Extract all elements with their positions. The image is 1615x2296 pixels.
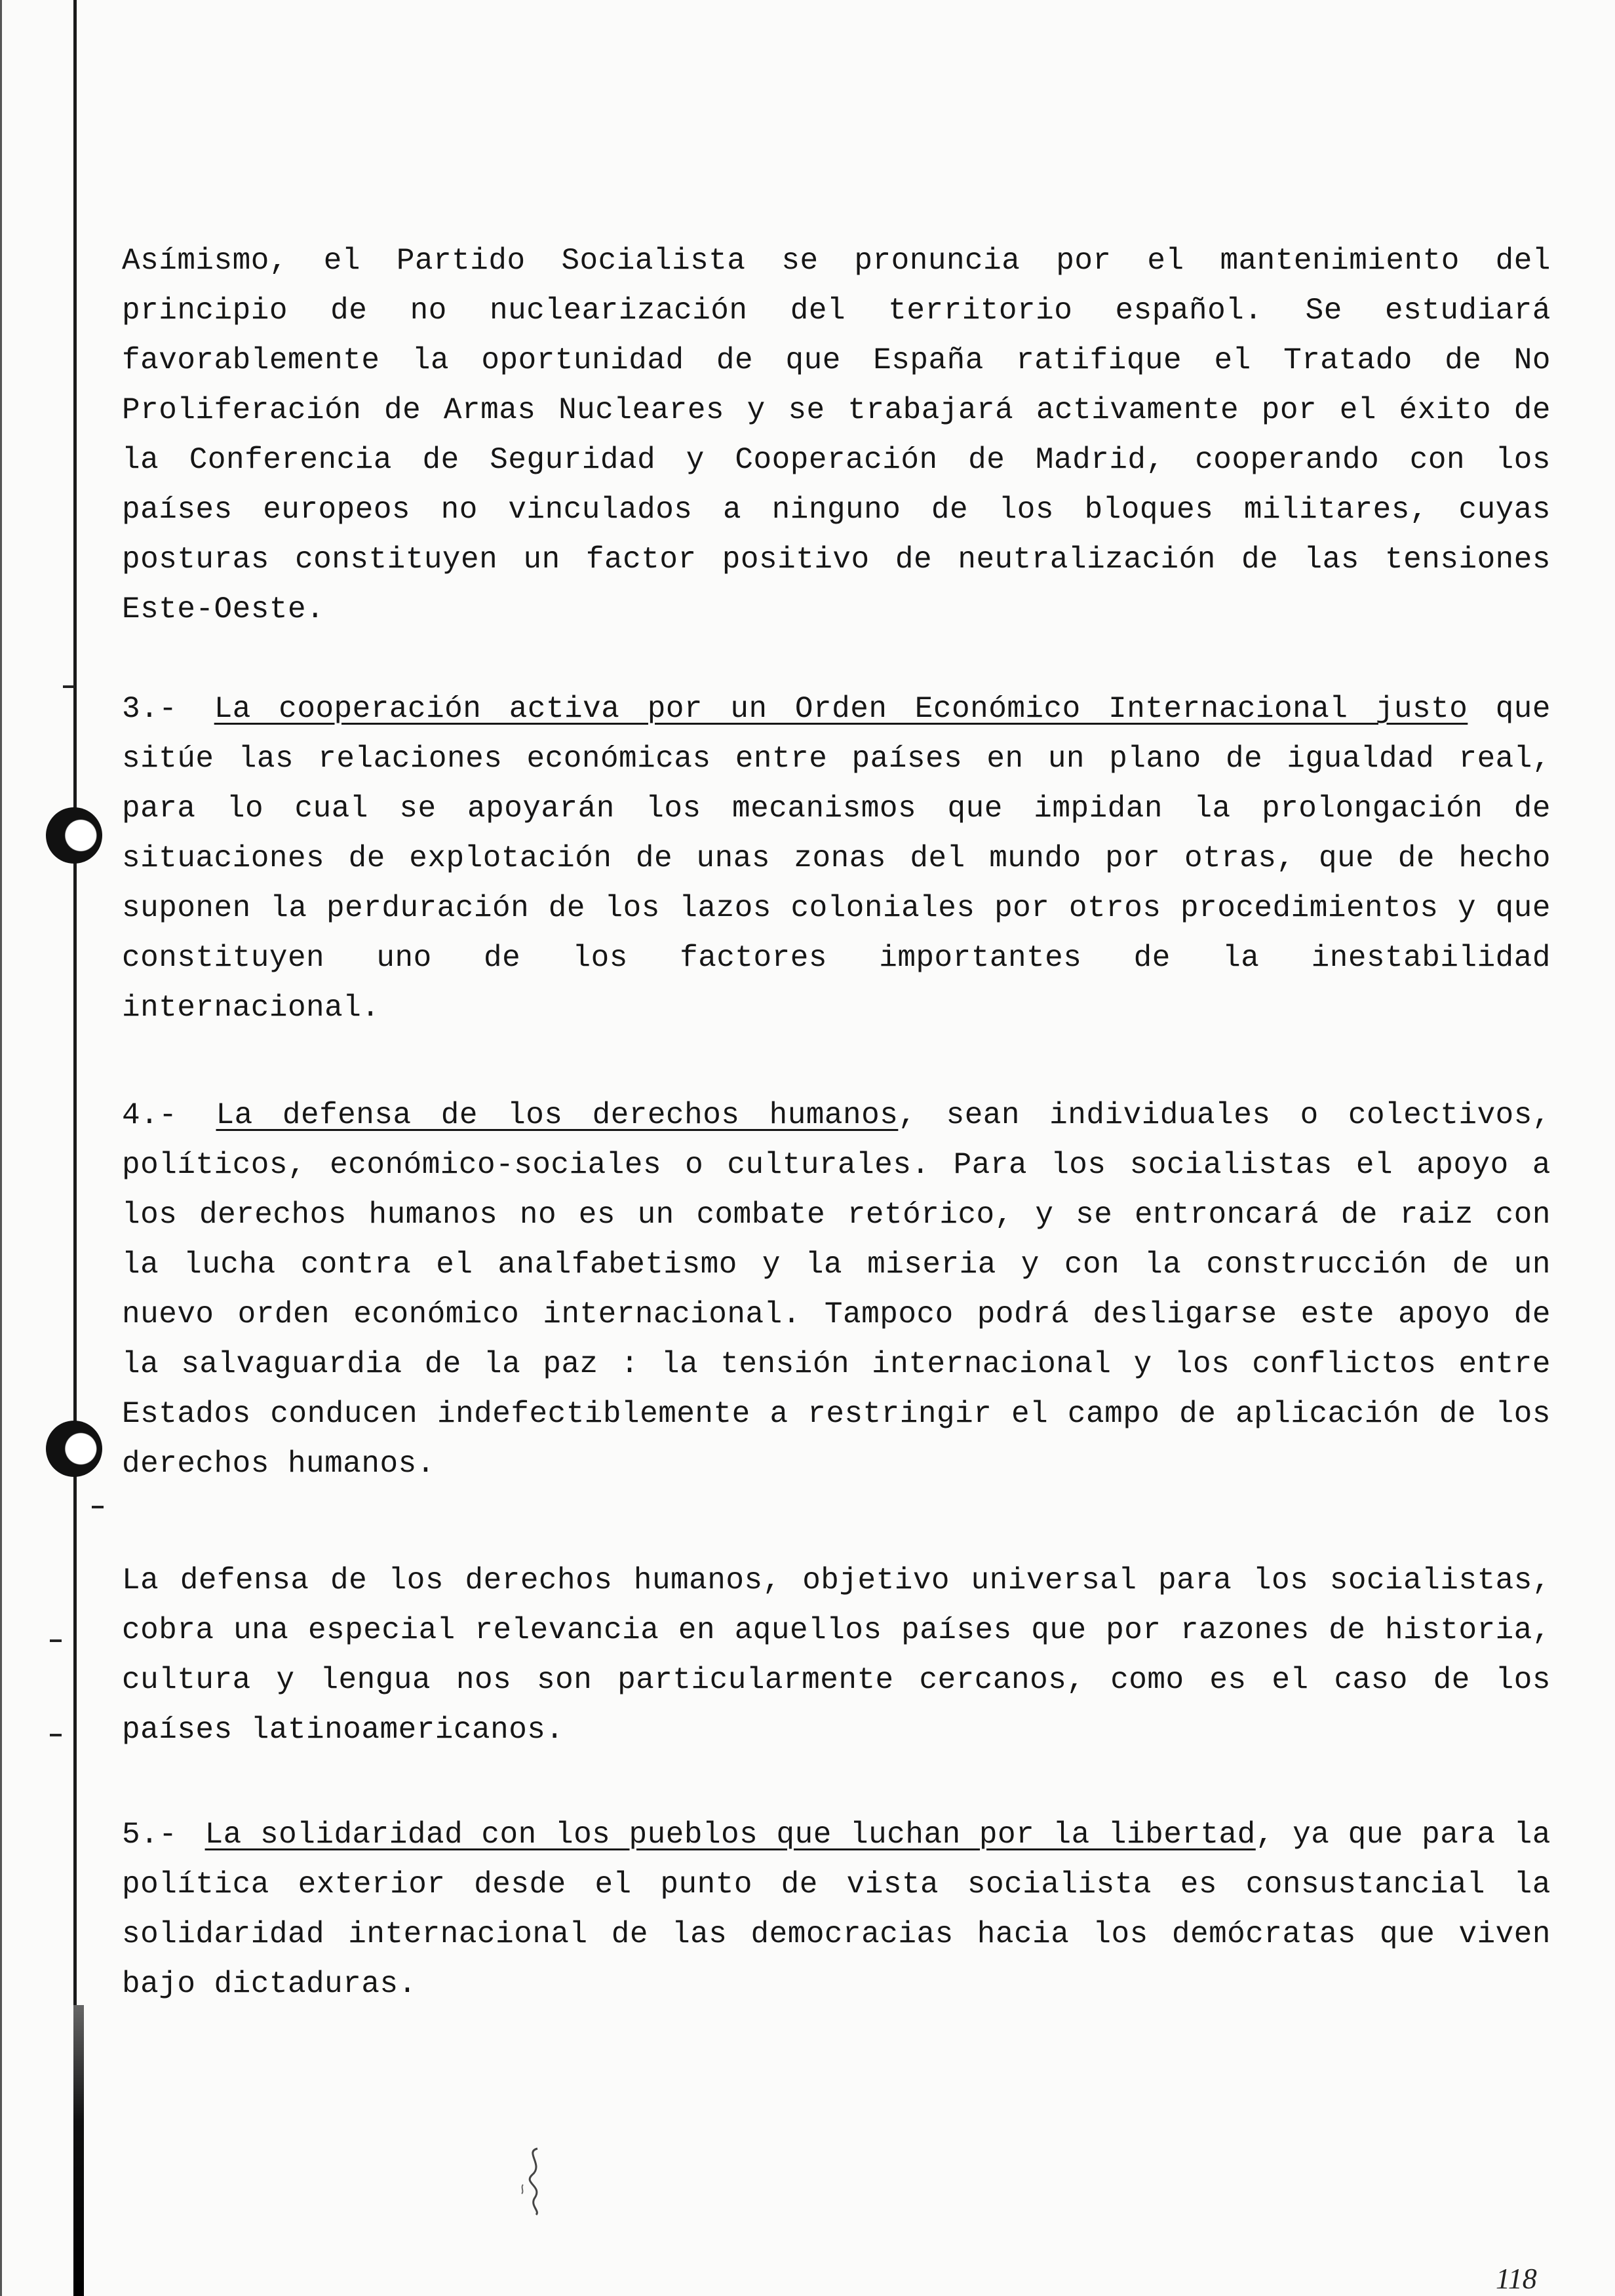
scan-edge-line <box>0 0 2 2296</box>
point-number: 5.- <box>122 1818 178 1852</box>
binder-edge-line <box>73 0 77 2296</box>
paragraph-point-5 <box>122 1810 1551 2009</box>
paragraph-text: Asímismo, el Partido Socialista se pronuncia por el mantenimiento del principio de no nuclearización del territorio español. Se estudiará favorablemente la oportunidad de que España ratifique el Tratado de No Proliferación de Armas Nucleares y se trabajará activamente por el éxito de la Conferencia de Seguridad y Cooperación de Madrid, cooperando con los países europeos no vinculados a ninguno de los bloques militares, cuyas posturas constituyen un factor positivo de neutralización de las tensiones Este-Oeste. <box>122 244 1551 626</box>
punch-hole-icon <box>46 807 102 864</box>
point-heading: La cooperación activa por un Orden Económico Internacional justo <box>214 692 1468 726</box>
point-heading: La solidaridad con los pueblos que luchan por la libertad <box>204 1818 1256 1852</box>
paragraph-text: , ya que para la política exterior desde el punto de vista socialista es consustancial la solidaridad internacional de las democracias hacia los demócratas que viven bajo dictaduras. <box>122 1818 1551 2001</box>
point-number: 3.- <box>122 692 178 726</box>
paragraph-nonnuclear <box>122 236 1551 634</box>
point-number: 4.- <box>122 1098 178 1132</box>
margin-tick <box>63 685 75 688</box>
margin-tick <box>50 1639 62 1642</box>
page-number: 118 <box>1496 2263 1537 2295</box>
margin-tick <box>92 1506 104 1508</box>
paragraph-point-4 <box>122 1090 1551 1489</box>
scan-smudge <box>73 2005 84 2296</box>
paragraph-text: La defensa de los derechos humanos, objetivo universal para los socialistas, cobra una especial relevancia en aquellos países que por razones de historia, cultura y lengua nos son particularmente cercanos, como es el caso de los países latinoamericanos. <box>122 1563 1551 1747</box>
paragraph-latin-america <box>122 1556 1551 1755</box>
punch-hole-icon <box>46 1421 102 1477</box>
paragraph-text: que sitúe las relaciones económicas entre países en un plano de igualdad real, para lo cual se apoyarán los mecanismos que impidan la prolongación de situaciones de explotación de unas zonas del mundo por otras, que de hecho suponen la perduración de los lazos coloniales por otros procedimientos y que constituyen uno de los factores importantes de la inestabilidad internacional. <box>122 692 1551 1025</box>
paragraph-point-3 <box>122 684 1551 1033</box>
paragraph-text: , sean individuales o colectivos, políticos, económico-sociales o culturales. Para los socialistas el apoyo a los derechos humanos no es un combate retórico, y se entroncará de raiz con la lucha contra el analfabetismo y la miseria y con la construcción de un nuevo orden económico internacional. Tampoco podrá desligarse este apoyo de la salvaguardia de la paz : la tensión internacional y los conflictos entre Estados conducen indefectiblemente a restringir el campo de aplicación de los derechos humanos. <box>122 1098 1551 1481</box>
point-heading: La defensa de los derechos humanos <box>216 1098 899 1132</box>
handwritten-mark-icon <box>518 2145 551 2217</box>
margin-tick <box>50 1734 62 1736</box>
